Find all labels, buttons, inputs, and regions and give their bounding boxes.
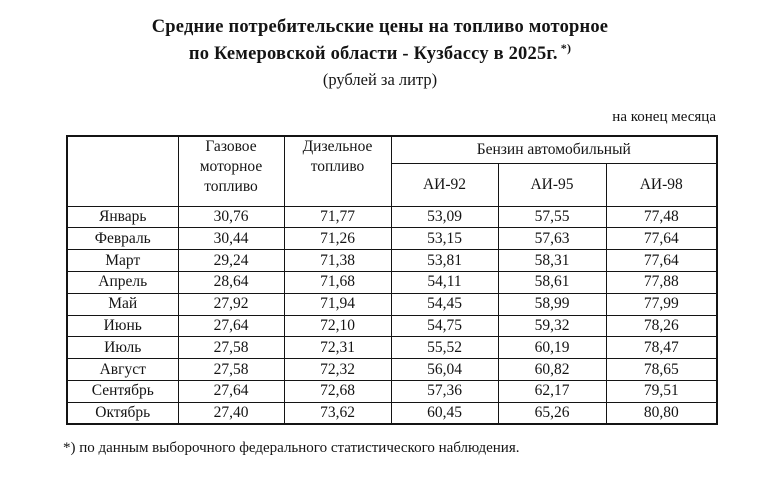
table-row — [67, 228, 717, 250]
price-cell: 55,52 — [391, 337, 498, 359]
table-row — [67, 359, 717, 381]
price-cell: 28,64 — [178, 272, 284, 294]
price-cell: 27,40 — [178, 402, 284, 424]
month-cell: Июль — [67, 337, 178, 359]
footnote-text: *) по данным выборочного федерального статистического наблюдения. — [63, 440, 520, 457]
month-cell: Октябрь — [67, 402, 178, 424]
price-cell: 72,31 — [284, 337, 391, 359]
price-cell: 77,88 — [606, 272, 717, 294]
price-cell: 54,45 — [391, 293, 498, 315]
table-row — [67, 272, 717, 294]
price-cell: 27,64 — [178, 315, 284, 337]
price-cell: 72,32 — [284, 359, 391, 381]
price-cell: 77,64 — [606, 228, 717, 250]
price-cell: 58,61 — [498, 272, 606, 294]
price-cell: 57,55 — [498, 206, 606, 228]
price-cell: 29,24 — [178, 250, 284, 272]
price-cell: 80,80 — [606, 402, 717, 424]
price-cell: 56,04 — [391, 359, 498, 381]
month-cell: Июнь — [67, 315, 178, 337]
price-cell: 79,51 — [606, 381, 717, 403]
price-cell: 71,94 — [284, 293, 391, 315]
price-cell: 78,47 — [606, 337, 717, 359]
price-cell: 27,64 — [178, 381, 284, 403]
price-cell: 58,99 — [498, 293, 606, 315]
price-cell: 62,17 — [498, 381, 606, 403]
price-cell: 59,32 — [498, 315, 606, 337]
table-row — [67, 315, 717, 337]
price-cell: 71,38 — [284, 250, 391, 272]
ai92-header: АИ-92 — [391, 163, 498, 206]
petrol-group-header: Бензин автомобильный — [391, 136, 717, 163]
table-body — [67, 206, 717, 424]
price-cell: 60,19 — [498, 337, 606, 359]
month-cell: Февраль — [67, 228, 178, 250]
price-cell: 57,36 — [391, 381, 498, 403]
price-cell: 77,99 — [606, 293, 717, 315]
price-cell: 77,64 — [606, 250, 717, 272]
price-cell: 71,26 — [284, 228, 391, 250]
ai98-header: АИ-98 — [606, 163, 717, 206]
page-title-line2-text: по Кемеровской области - Кузбассу в 2025г. — [188, 44, 558, 65]
page-title-line2 — [0, 40, 760, 67]
table-row — [67, 402, 717, 424]
price-cell: 78,26 — [606, 315, 717, 337]
price-cell: 27,92 — [178, 293, 284, 315]
price-cell: 73,62 — [284, 402, 391, 424]
month-cell: Май — [67, 293, 178, 315]
month-cell: Сентябрь — [67, 381, 178, 403]
price-cell: 71,77 — [284, 206, 391, 228]
table-header — [67, 136, 717, 206]
month-cell: Август — [67, 359, 178, 381]
price-cell: 60,45 — [391, 402, 498, 424]
page-title-line1: Средние потребительские цены на топливо моторное — [151, 17, 609, 37]
table-row — [67, 381, 717, 403]
table-row — [67, 337, 717, 359]
fuel-prices-table — [66, 135, 718, 425]
month-cell: Март — [67, 250, 178, 272]
price-cell: 58,31 — [498, 250, 606, 272]
table-row — [67, 293, 717, 315]
price-cell: 72,68 — [284, 381, 391, 403]
ai95-header: АИ-95 — [498, 163, 606, 206]
price-cell: 30,76 — [178, 206, 284, 228]
gas-fuel-header: Газовое моторное топливо — [178, 136, 284, 206]
table-row — [67, 250, 717, 272]
price-cell: 30,44 — [178, 228, 284, 250]
price-cell: 71,68 — [284, 272, 391, 294]
period-note: на конец месяца — [612, 109, 716, 126]
price-cell: 54,75 — [391, 315, 498, 337]
price-cell: 65,26 — [498, 402, 606, 424]
price-cell: 54,11 — [391, 272, 498, 294]
month-cell: Апрель — [67, 272, 178, 294]
table-row — [67, 206, 717, 228]
price-cell: 53,81 — [391, 250, 498, 272]
footnote-marker: *) — [560, 40, 572, 55]
price-cell: 53,09 — [391, 206, 498, 228]
price-cell: 27,58 — [178, 337, 284, 359]
month-cell: Январь — [67, 206, 178, 228]
price-cell: 53,15 — [391, 228, 498, 250]
price-cell: 57,63 — [498, 228, 606, 250]
month-column-header — [67, 136, 178, 206]
price-cell: 72,10 — [284, 315, 391, 337]
price-cell: 77,48 — [606, 206, 717, 228]
price-cell: 60,82 — [498, 359, 606, 381]
price-cell: 27,58 — [178, 359, 284, 381]
price-cell: 78,65 — [606, 359, 717, 381]
page-subtitle: (рублей за литр) — [322, 70, 438, 90]
title-block — [0, 0, 760, 91]
diesel-fuel-header: Дизельное топливо — [284, 136, 391, 206]
